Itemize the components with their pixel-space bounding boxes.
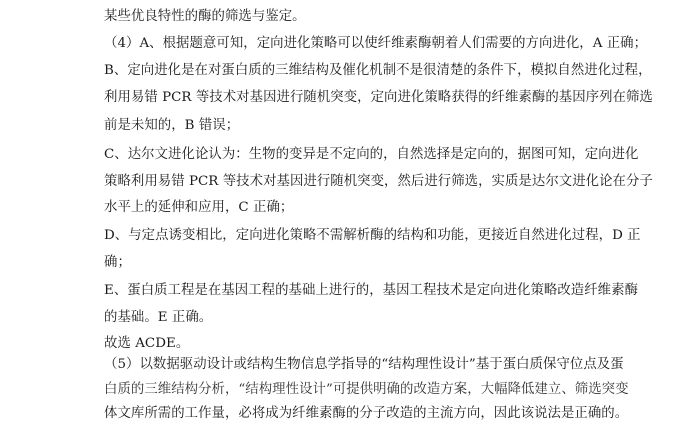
text-line-7: 策略利用易错 PCR 等技术对基因进行随机突变，然后进行筛选，实质是达尔文进化论在分子 bbox=[104, 174, 653, 189]
text-line-12: 的基础。E 正确。 bbox=[104, 310, 213, 325]
text-line-5: 前是未知的，B 错误； bbox=[104, 118, 240, 133]
text-line-8: 水平上的延伸和应用，C 正确； bbox=[104, 200, 294, 215]
text-line-1: 某些优良特性的酶的筛选与鉴定。 bbox=[104, 9, 306, 24]
text-line-16: 体文库所需的工作量，必将成为纤维素酶的分子改造的主流方向，因此该说法是正确的。 bbox=[104, 406, 629, 421]
text-line-6: C、达尔文进化论认为：生物的变异是不定向的，自然选择是定向的，据图可知，定向进化 bbox=[104, 147, 639, 162]
text-line-9: D、与定点诱变相比，定向进化策略不需解析酶的结构和功能，更接近自然进化过程，D 正 bbox=[104, 228, 641, 243]
text-line-15: 白质的三维结构分析，“结构理性设计”可提供明确的改造方案，大幅降低建立、筛选突变 bbox=[104, 382, 629, 397]
text-line-14: （5）以数据驱动设计或结构生物信息学指导的“结构理性设计”基于蛋白质保守位点及蛋 bbox=[104, 357, 624, 372]
text-line-13: 故选 ACDE。 bbox=[104, 336, 190, 351]
text-line-10: 确； bbox=[104, 255, 131, 270]
text-line-2: （4）A、根据题意可知，定向进化策略可以使纤维素酶朝着人们需要的方向进化，A 正确； bbox=[104, 36, 648, 51]
text-line-4: 利用易错 PCR 等技术对基因进行随机突变，定向进化策略获得的纤维素酶的基因序列在筛选 bbox=[104, 90, 653, 105]
text-line-3: B、定向进化是在对蛋白质的三维结构及催化机制不是很清楚的条件下，模拟自然进化过程， bbox=[104, 63, 652, 78]
text-line-11: E、蛋白质工程是在基因工程的基础上进行的，基因工程技术是定向进化策略改造纤维素酶 bbox=[104, 283, 639, 298]
